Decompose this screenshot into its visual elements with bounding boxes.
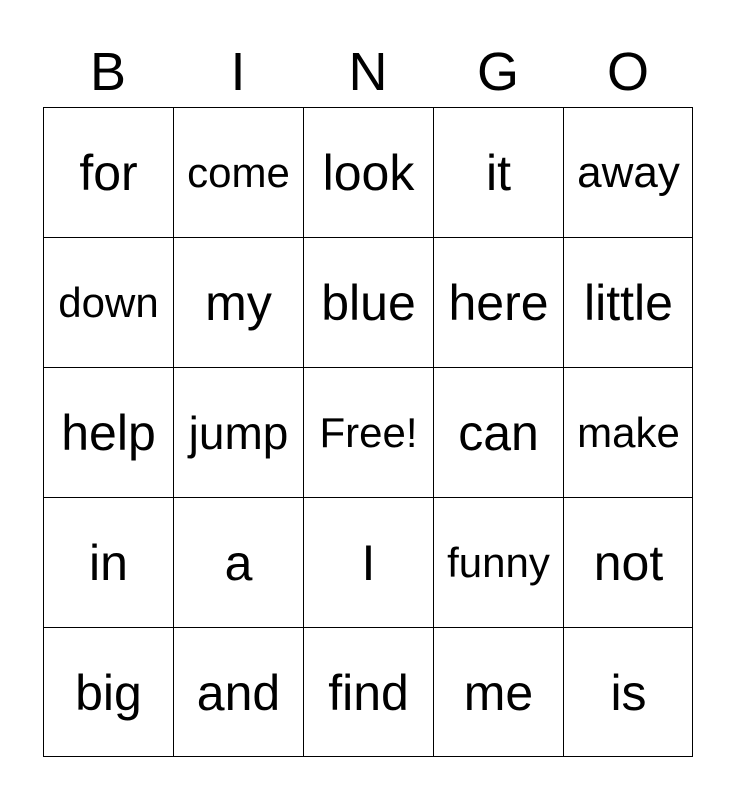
cell-word: come	[187, 148, 290, 196]
cell-word: my	[205, 274, 272, 331]
bingo-cell[interactable]	[303, 497, 433, 627]
bingo-cell[interactable]	[43, 367, 173, 497]
cell-word: big	[75, 664, 142, 721]
bingo-cell[interactable]	[173, 107, 303, 237]
cell-word: look	[322, 144, 415, 201]
cell-word: here	[448, 274, 549, 331]
cell-word: find	[328, 664, 409, 721]
bingo-cell[interactable]	[433, 627, 563, 757]
cell-word: can	[458, 404, 539, 461]
bingo-cell[interactable]	[303, 627, 433, 757]
bingo-cell[interactable]	[173, 367, 303, 497]
bingo-cell[interactable]	[173, 627, 303, 757]
bingo-cell[interactable]	[173, 497, 303, 627]
cell-word: make	[577, 408, 680, 456]
cell-word: not	[593, 534, 664, 591]
cell-word: it	[486, 144, 511, 201]
cell-word: I	[361, 534, 376, 591]
bingo-cell[interactable]	[563, 107, 693, 237]
free-space-label: Free!	[319, 408, 418, 456]
bingo-cell[interactable]	[173, 237, 303, 367]
bingo-cell[interactable]	[563, 497, 693, 627]
cell-word: jump	[188, 406, 289, 459]
bingo-cell[interactable]	[563, 627, 693, 757]
bingo-header	[43, 38, 693, 106]
cell-word: away	[577, 147, 680, 197]
header-letter-i: I	[230, 42, 246, 102]
cell-word: a	[224, 534, 253, 591]
header-letter-b: B	[89, 42, 127, 102]
cell-word: and	[196, 664, 281, 721]
bingo-cell[interactable]	[43, 237, 173, 367]
cell-word: is	[610, 664, 647, 721]
bingo-cell[interactable]	[303, 237, 433, 367]
cell-word: little	[584, 274, 673, 331]
bingo-cell[interactable]	[433, 367, 563, 497]
cell-word: down	[58, 278, 159, 326]
bingo-cell[interactable]	[433, 237, 563, 367]
cell-word: help	[61, 404, 156, 461]
bingo-cell[interactable]	[433, 497, 563, 627]
bingo-cell[interactable]	[563, 367, 693, 497]
header-letter-o: O	[606, 42, 649, 102]
bingo-cell[interactable]	[433, 107, 563, 237]
cell-word: blue	[321, 274, 416, 331]
bingo-cell[interactable]	[563, 237, 693, 367]
bingo-board	[43, 107, 693, 757]
bingo-cell[interactable]	[43, 627, 173, 757]
bingo-cell[interactable]	[303, 107, 433, 237]
cell-word: for	[79, 144, 138, 201]
bingo-cell[interactable]	[43, 107, 173, 237]
bingo-cell[interactable]	[43, 497, 173, 627]
header-letter-g: G	[476, 42, 519, 102]
free-space-cell[interactable]	[303, 367, 433, 497]
cell-word: in	[89, 534, 128, 591]
header-letter-n: N	[348, 42, 388, 102]
cell-word: me	[463, 664, 534, 721]
cell-word: funny	[447, 538, 550, 586]
